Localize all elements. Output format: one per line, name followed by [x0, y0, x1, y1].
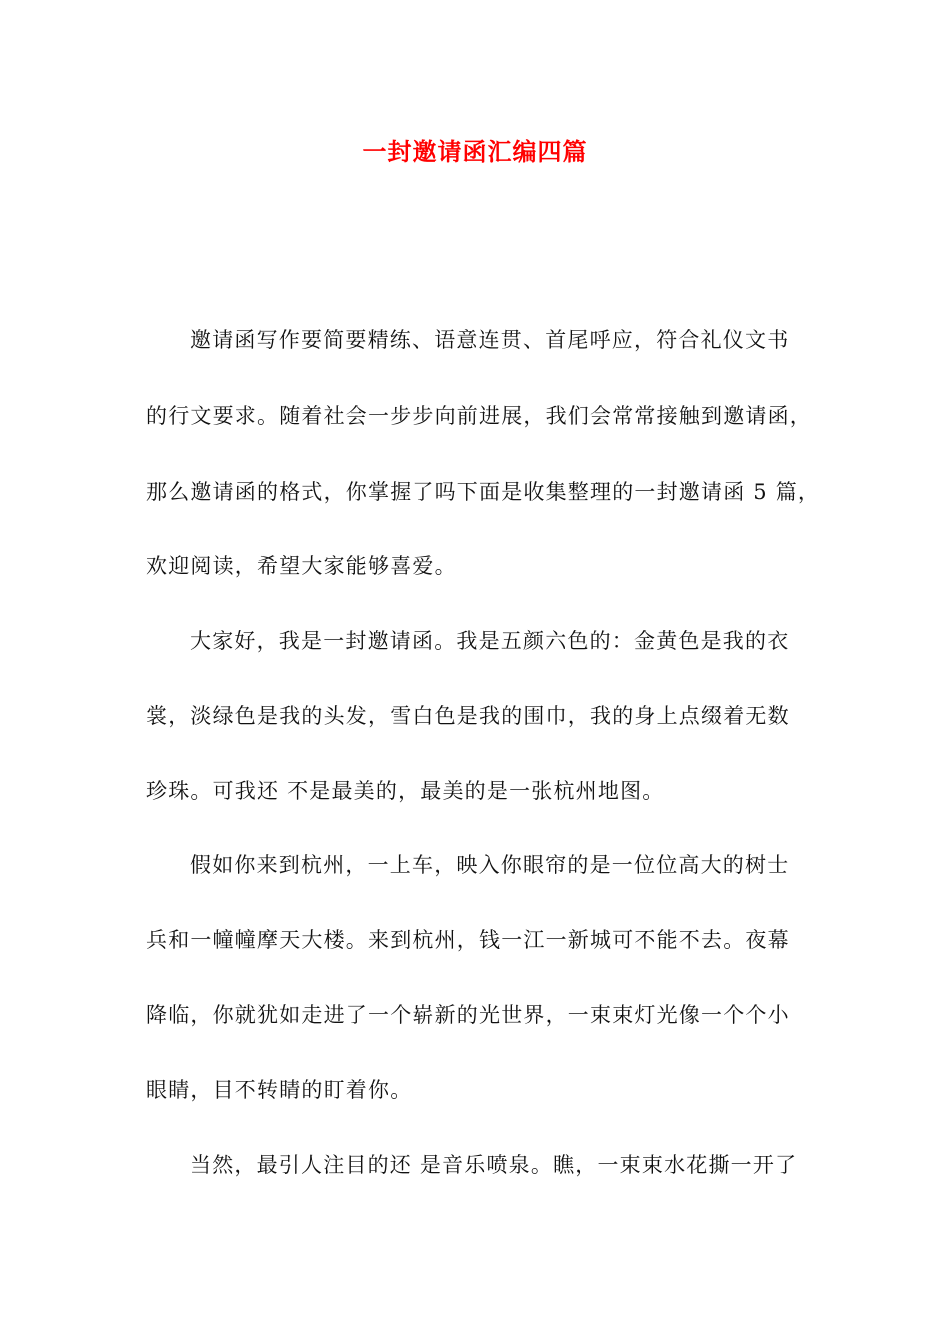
- paragraph-line: 那么邀请函的格式，你掌握了吗下面是收集整理的一封邀请函 5 篇，: [146, 480, 821, 504]
- paragraph-line: 当然，最引人注目的还 是音乐喷泉。瞧，一束束水花撕一开了: [190, 1153, 798, 1177]
- paragraph-line: 假如你来到杭州，一上车，映入你眼帘的是一位位高大的树士: [190, 853, 790, 877]
- paragraph-line: 邀请函写作要简要精练、语意连贯、首尾呼应，符合礼仪文书: [190, 328, 790, 352]
- paragraph-line: 欢迎阅读，希望大家能够喜爱。: [146, 554, 457, 578]
- paragraph-line: 兵和一幢幢摩天大楼。来到杭州，钱一江一新城可不能不去。夜幕: [146, 928, 790, 952]
- paragraph-line: 的行文要求。随着社会一步步向前进展，我们会常常接触到邀请函，: [146, 404, 812, 428]
- paragraph-line: 大家好，我是一封邀请函。我是五颜六色的：金黄色是我的衣: [190, 629, 790, 653]
- paragraph-line: 眼睛，目不转睛的盯着你。: [146, 1078, 413, 1102]
- paragraph-line: 珍珠。可我还 不是最美的，最美的是一张杭州地图。: [146, 779, 665, 803]
- document-title: 一封邀请函汇编四篇: [362, 137, 588, 166]
- paragraph-line: 降临，你就犹如走进了一个崭新的光世界，一束束灯光像一个个小: [146, 1003, 790, 1027]
- paragraph-line: 裳，淡绿色是我的头发，雪白色是我的围巾，我的身上点缀着无数: [146, 704, 790, 728]
